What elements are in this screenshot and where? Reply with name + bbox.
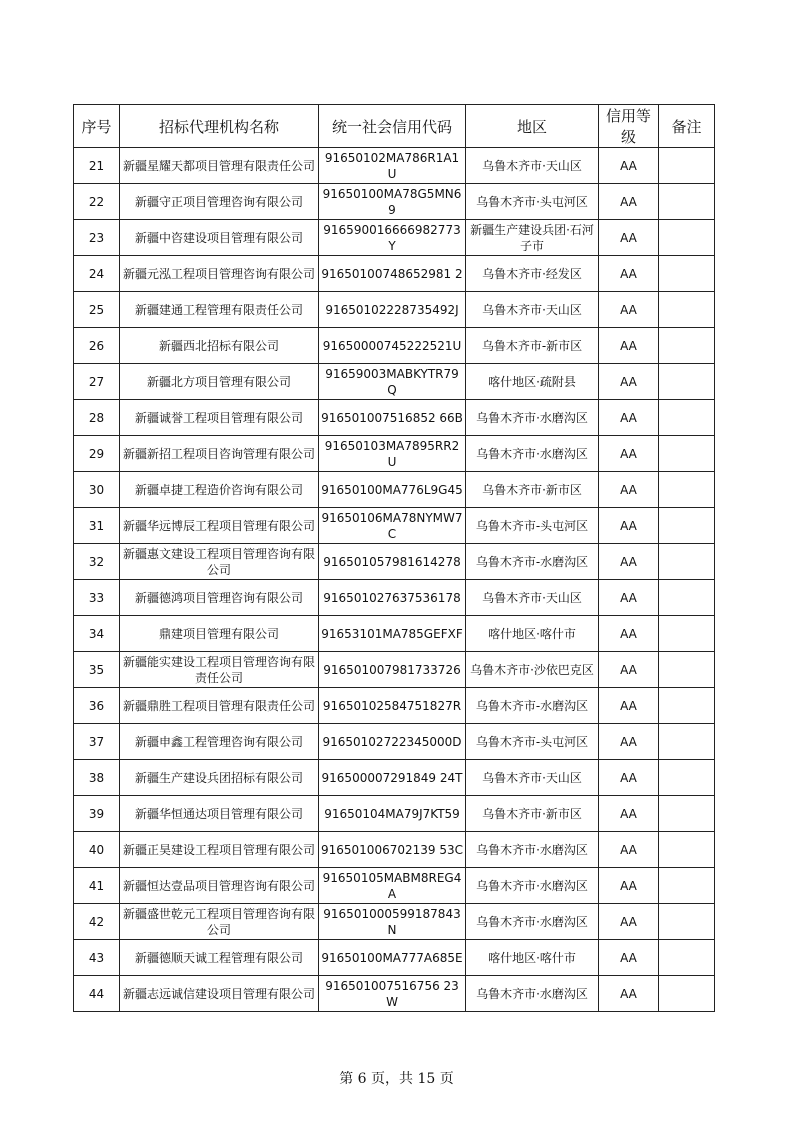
agency-name-cell: 新疆能实建设工程项目管理咨询有限责任公司 — [120, 652, 319, 688]
agency-name-cell: 新疆恒达壹品项目管理咨询有限公司 — [120, 868, 319, 904]
credit-code-cell: 916501006702139 53C — [319, 832, 466, 868]
table-row — [74, 616, 715, 652]
credit-code-cell: 916590016666982773Y — [319, 220, 466, 256]
region-cell: 乌鲁木齐市-头屯河区 — [466, 508, 599, 544]
table-row — [74, 832, 715, 868]
remarks-cell — [659, 436, 715, 472]
agency-name-cell: 新疆建通工程管理有限责任公司 — [120, 292, 319, 328]
remarks-cell — [659, 940, 715, 976]
agency-name-cell: 新疆守正项目管理咨询有限公司 — [120, 184, 319, 220]
row-index-cell: 22 — [74, 184, 120, 220]
credit-code-cell: 91659003MABKYTR79Q — [319, 364, 466, 400]
credit-code-cell: 91650100MA776L9G45 — [319, 472, 466, 508]
credit-code-cell: 916501027637536178 — [319, 580, 466, 616]
row-index-cell: 28 — [74, 400, 120, 436]
row-index-cell: 34 — [74, 616, 120, 652]
table-row — [74, 940, 715, 976]
credit-code-cell: 91650100MA777A685E — [319, 940, 466, 976]
row-index-cell: 29 — [74, 436, 120, 472]
row-index-cell: 31 — [74, 508, 120, 544]
row-index-cell: 26 — [74, 328, 120, 364]
credit-code-cell: 916500007291849 24T — [319, 760, 466, 796]
header-remarks: 备注 — [659, 105, 715, 148]
credit-grade-cell: AA — [599, 472, 659, 508]
region-cell: 乌鲁木齐市·水磨沟区 — [466, 400, 599, 436]
row-index-cell: 25 — [74, 292, 120, 328]
credit-code-cell: 916501000599187843N — [319, 904, 466, 940]
credit-grade-cell: AA — [599, 400, 659, 436]
row-index-cell: 41 — [74, 868, 120, 904]
credit-grade-cell: AA — [599, 940, 659, 976]
row-index-cell: 40 — [74, 832, 120, 868]
remarks-cell — [659, 904, 715, 940]
table-row — [74, 868, 715, 904]
agency-name-cell: 新疆德鸿项目管理咨询有限公司 — [120, 580, 319, 616]
credit-code-cell: 916501007516852 66B — [319, 400, 466, 436]
credit-grade-cell: AA — [599, 652, 659, 688]
header-credit-grade: 信用等级 — [599, 105, 659, 148]
agency-name-cell: 鼎建项目管理有限公司 — [120, 616, 319, 652]
agency-name-cell: 新疆申鑫工程管理咨询有限公司 — [120, 724, 319, 760]
credit-code-cell: 916501007981733726 — [319, 652, 466, 688]
header-index: 序号 — [74, 105, 120, 148]
row-index-cell: 30 — [74, 472, 120, 508]
remarks-cell — [659, 364, 715, 400]
remarks-cell — [659, 400, 715, 436]
table-header-row — [74, 105, 715, 148]
table-row — [74, 400, 715, 436]
table-row — [74, 292, 715, 328]
header-credit-code: 统一社会信用代码 — [319, 105, 466, 148]
table-row — [74, 580, 715, 616]
region-cell: 乌鲁木齐市·天山区 — [466, 292, 599, 328]
agency-name-cell: 新疆志远诚信建设项目管理有限公司 — [120, 976, 319, 1012]
region-cell: 喀什地区·疏附县 — [466, 364, 599, 400]
remarks-cell — [659, 508, 715, 544]
region-cell: 喀什地区·喀什市 — [466, 616, 599, 652]
credit-code-cell: 91650102MA786R1A1U — [319, 148, 466, 184]
table-row — [74, 184, 715, 220]
row-index-cell: 27 — [74, 364, 120, 400]
agency-name-cell: 新疆中咨建设项目管理有限公司 — [120, 220, 319, 256]
region-cell: 新疆生产建设兵团·石河子市 — [466, 220, 599, 256]
credit-grade-cell: AA — [599, 148, 659, 184]
table-row — [74, 652, 715, 688]
row-index-cell: 39 — [74, 796, 120, 832]
credit-code-cell: 91650102584751827R — [319, 688, 466, 724]
region-cell: 乌鲁木齐市·沙依巴克区 — [466, 652, 599, 688]
table-row — [74, 508, 715, 544]
remarks-cell — [659, 760, 715, 796]
agency-name-cell: 新疆诚誉工程项目管理有限公司 — [120, 400, 319, 436]
remarks-cell — [659, 184, 715, 220]
row-index-cell: 43 — [74, 940, 120, 976]
agency-credit-table — [73, 104, 715, 1012]
row-index-cell: 32 — [74, 544, 120, 580]
row-index-cell: 44 — [74, 976, 120, 1012]
region-cell: 乌鲁木齐市-水磨沟区 — [466, 544, 599, 580]
table-row — [74, 148, 715, 184]
table-row — [74, 472, 715, 508]
table-row — [74, 760, 715, 796]
credit-grade-cell: AA — [599, 580, 659, 616]
credit-code-cell: 916501057981614278 — [319, 544, 466, 580]
remarks-cell — [659, 580, 715, 616]
agency-name-cell: 新疆卓捷工程造价咨询有限公司 — [120, 472, 319, 508]
credit-code-cell: 91650100748652981 2 — [319, 256, 466, 292]
agency-name-cell: 新疆华远博辰工程项目管理有限公司 — [120, 508, 319, 544]
credit-grade-cell: AA — [599, 904, 659, 940]
row-index-cell: 24 — [74, 256, 120, 292]
region-cell: 乌鲁木齐市·头屯河区 — [466, 184, 599, 220]
credit-grade-cell: AA — [599, 364, 659, 400]
credit-code-cell: 91650103MA7895RR2U — [319, 436, 466, 472]
region-cell: 乌鲁木齐市-水磨沟区 — [466, 688, 599, 724]
table-row — [74, 436, 715, 472]
table-row — [74, 328, 715, 364]
row-index-cell: 35 — [74, 652, 120, 688]
credit-grade-cell: AA — [599, 832, 659, 868]
credit-grade-cell: AA — [599, 292, 659, 328]
row-index-cell: 36 — [74, 688, 120, 724]
credit-code-cell: 91650102228735492J — [319, 292, 466, 328]
row-index-cell: 38 — [74, 760, 120, 796]
remarks-cell — [659, 688, 715, 724]
region-cell: 乌鲁木齐市·新市区 — [466, 472, 599, 508]
remarks-cell — [659, 832, 715, 868]
agency-name-cell: 新疆正昊建设工程项目管理有限公司 — [120, 832, 319, 868]
agency-name-cell: 新疆惠文建设工程项目管理咨询有限公司 — [120, 544, 319, 580]
credit-grade-cell: AA — [599, 508, 659, 544]
remarks-cell — [659, 148, 715, 184]
region-cell: 乌鲁木齐市·天山区 — [466, 148, 599, 184]
region-cell: 乌鲁木齐市·天山区 — [466, 760, 599, 796]
remarks-cell — [659, 652, 715, 688]
region-cell: 乌鲁木齐市·水磨沟区 — [466, 976, 599, 1012]
row-index-cell: 33 — [74, 580, 120, 616]
table-row — [74, 904, 715, 940]
header-agency-name: 招标代理机构名称 — [120, 105, 319, 148]
region-cell: 乌鲁木齐市·经发区 — [466, 256, 599, 292]
credit-grade-cell: AA — [599, 796, 659, 832]
table-row — [74, 364, 715, 400]
region-cell: 乌鲁木齐市-新市区 — [466, 328, 599, 364]
remarks-cell — [659, 616, 715, 652]
agency-name-cell: 新疆盛世乾元工程项目管理咨询有限公司 — [120, 904, 319, 940]
agency-name-cell: 新疆星耀天都项目管理有限责任公司 — [120, 148, 319, 184]
credit-grade-cell: AA — [599, 256, 659, 292]
region-cell: 喀什地区·喀什市 — [466, 940, 599, 976]
credit-grade-cell: AA — [599, 616, 659, 652]
remarks-cell — [659, 256, 715, 292]
remarks-cell — [659, 544, 715, 580]
remarks-cell — [659, 328, 715, 364]
credit-grade-cell: AA — [599, 220, 659, 256]
table-row — [74, 724, 715, 760]
agency-name-cell: 新疆新招工程项目咨询管理有限公司 — [120, 436, 319, 472]
credit-grade-cell: AA — [599, 724, 659, 760]
credit-code-cell: 91650106MA78NYMW7C — [319, 508, 466, 544]
agency-name-cell: 新疆北方项目管理有限公司 — [120, 364, 319, 400]
credit-code-cell: 916501007516756 23W — [319, 976, 466, 1012]
row-index-cell: 23 — [74, 220, 120, 256]
row-index-cell: 21 — [74, 148, 120, 184]
remarks-cell — [659, 976, 715, 1012]
credit-code-cell: 91650105MABM8REG4A — [319, 868, 466, 904]
table-row — [74, 976, 715, 1012]
table-row — [74, 544, 715, 580]
credit-code-cell: 91650104MA79J7KT59 — [319, 796, 466, 832]
remarks-cell — [659, 292, 715, 328]
credit-grade-cell: AA — [599, 868, 659, 904]
credit-code-cell: 91650000745222521U — [319, 328, 466, 364]
row-index-cell: 42 — [74, 904, 120, 940]
table-row — [74, 220, 715, 256]
agency-name-cell: 新疆德顺天诚工程管理有限公司 — [120, 940, 319, 976]
remarks-cell — [659, 220, 715, 256]
remarks-cell — [659, 472, 715, 508]
credit-grade-cell: AA — [599, 760, 659, 796]
row-index-cell: 37 — [74, 724, 120, 760]
region-cell: 乌鲁木齐市·天山区 — [466, 580, 599, 616]
region-cell: 乌鲁木齐市-头屯河区 — [466, 724, 599, 760]
remarks-cell — [659, 796, 715, 832]
agency-name-cell: 新疆元泓工程项目管理咨询有限公司 — [120, 256, 319, 292]
region-cell: 乌鲁木齐市·水磨沟区 — [466, 436, 599, 472]
table-row — [74, 688, 715, 724]
table-row — [74, 256, 715, 292]
remarks-cell — [659, 868, 715, 904]
credit-code-cell: 91650100MA78G5MN69 — [319, 184, 466, 220]
table-row — [74, 796, 715, 832]
agency-name-cell: 新疆西北招标有限公司 — [120, 328, 319, 364]
agency-name-cell: 新疆生产建设兵团招标有限公司 — [120, 760, 319, 796]
agency-name-cell: 新疆华恒通达项目管理有限公司 — [120, 796, 319, 832]
credit-code-cell: 91650102722345000D — [319, 724, 466, 760]
region-cell: 乌鲁木齐市·水磨沟区 — [466, 868, 599, 904]
region-cell: 乌鲁木齐市·水磨沟区 — [466, 904, 599, 940]
credit-grade-cell: AA — [599, 688, 659, 724]
credit-grade-cell: AA — [599, 976, 659, 1012]
credit-code-cell: 91653101MA785GEFXF — [319, 616, 466, 652]
credit-grade-cell: AA — [599, 184, 659, 220]
page-number-footer: 第 6 页，共 15 页 — [339, 1071, 454, 1087]
remarks-cell — [659, 724, 715, 760]
agency-name-cell: 新疆鼎胜工程项目管理有限责任公司 — [120, 688, 319, 724]
header-region: 地区 — [466, 105, 599, 148]
region-cell: 乌鲁木齐市·新市区 — [466, 796, 599, 832]
credit-grade-cell: AA — [599, 328, 659, 364]
region-cell: 乌鲁木齐市·水磨沟区 — [466, 832, 599, 868]
credit-grade-cell: AA — [599, 544, 659, 580]
credit-grade-cell: AA — [599, 436, 659, 472]
